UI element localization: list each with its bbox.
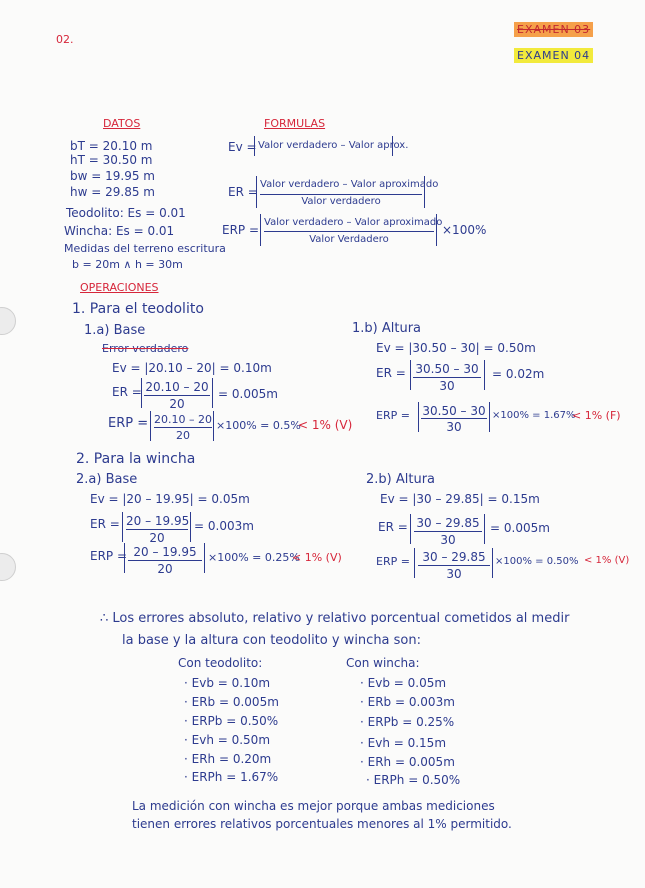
- formula-er-lhs: ER =: [228, 185, 258, 199]
- abs-bar-right: [190, 512, 191, 542]
- exam-tag-03: EXAMEN 03: [514, 22, 593, 37]
- section-1b-title: 1.b) Altura: [352, 321, 422, 336]
- s2b-er-lhs: ER =: [378, 520, 408, 534]
- abs-bar-left: [256, 176, 257, 208]
- fraction-bar: [128, 560, 202, 561]
- final-statement-1: La medición con wincha es mejor porque ambas mediciones: [132, 799, 495, 813]
- operaciones-title: OPERACIONES: [80, 281, 159, 294]
- wincha-item: · ERb = 0.003m: [360, 695, 455, 709]
- section-1-title: 1. Para el teodolito: [72, 301, 204, 317]
- s1a-erp-result: ×100% = 0.5%: [216, 419, 301, 432]
- s2a-er-den: 20: [149, 531, 165, 545]
- formula-ev-lhs: Ev =: [228, 140, 257, 154]
- fraction-bar: [264, 231, 434, 232]
- s2a-ev: Ev = |20 – 19.95| = 0.05m: [90, 492, 250, 506]
- s2b-erp-result: ×100% = 0.50%: [495, 556, 579, 567]
- teodolito-item: · ERh = 0.20m: [184, 752, 272, 766]
- s2b-erp-lhs: ERP =: [376, 555, 410, 568]
- s2b-erp-den: 30: [446, 567, 462, 581]
- s2a-er-lhs: ER =: [90, 517, 120, 531]
- datos-line-4: hw = 29.85 m: [70, 185, 155, 199]
- s1b-er-den: 30: [439, 379, 455, 393]
- abs-bar-left: [260, 214, 261, 246]
- s2a-er-num: 20 – 19.95: [126, 514, 190, 528]
- abs-bar-right: [213, 411, 214, 441]
- formula-erp-den: Valor Verdadero: [309, 234, 389, 245]
- fraction-bar: [413, 377, 481, 378]
- punch-hole-top: [0, 307, 16, 335]
- wincha-item: · Evh = 0.15m: [360, 736, 447, 750]
- formula-ev-rhs: Valor verdadero – Valor aprox.: [258, 140, 409, 151]
- s1b-ev: Ev = |30.50 – 30| = 0.50m: [376, 341, 536, 355]
- datos-line-6: Wincha: Es = 0.01: [64, 224, 175, 238]
- datos-line-3: bw = 19.95 m: [70, 169, 155, 183]
- exam-tag-04: EXAMEN 04: [514, 48, 593, 63]
- final-statement-2: tienen errores relativos porcentuales menores al 1% permitido.: [132, 817, 512, 831]
- s1a-erp-check: < 1% (V): [298, 418, 353, 432]
- abs-bar-right: [489, 402, 490, 432]
- teodolito-item: · ERPb = 0.50%: [184, 714, 279, 728]
- s1b-er-num: 30.50 – 30: [415, 362, 479, 376]
- s2b-erp-num: 30 – 29.85: [422, 550, 486, 564]
- formula-erp-lhs: ERP =: [222, 223, 260, 237]
- datos-title: DATOS: [103, 117, 141, 130]
- abs-bar-right: [436, 214, 437, 246]
- fraction-bar: [126, 529, 188, 530]
- s2b-ev: Ev = |30 – 29.85| = 0.15m: [380, 492, 540, 506]
- fraction-bar: [421, 418, 487, 419]
- s2b-er-num: 30 – 29.85: [416, 516, 480, 530]
- s1a-er-num: 20.10 – 20: [145, 380, 209, 394]
- teodolito-item: · ERPh = 1.67%: [184, 770, 279, 784]
- fraction-bar: [414, 531, 482, 532]
- s1a-erp-den: 20: [176, 429, 190, 442]
- section-2a-title: 2.a) Base: [76, 472, 138, 487]
- abs-bar-right: [204, 543, 205, 573]
- s1b-er-result: = 0.02m: [492, 367, 545, 381]
- conclusion-line-1: ∴ Los errores absoluto, relativo y relativo porcentual cometidos al medir: [100, 611, 570, 626]
- conclusion-line-2: la base y la altura con teodolito y wincha son:: [122, 633, 421, 648]
- teodolito-item: · Evb = 0.10m: [184, 676, 271, 690]
- abs-bar-left: [141, 378, 142, 408]
- s1a-er-den: 20: [169, 397, 185, 411]
- s1a-er-lhs: ER =: [112, 385, 142, 399]
- teodolito-item: · ERb = 0.005m: [184, 695, 279, 709]
- s1b-erp-check: < 1% (F): [572, 409, 621, 422]
- s1b-erp-den: 30: [446, 420, 462, 434]
- abs-bar-left: [150, 411, 151, 441]
- datos-line-5: Teodolito: Es = 0.01: [66, 206, 186, 220]
- s2b-er-result: = 0.005m: [490, 521, 550, 535]
- abs-bar-right: [424, 176, 425, 208]
- s2b-erp-check: < 1% (V): [584, 555, 630, 566]
- formula-erp-num: Valor verdadero – Valor aproximado: [264, 217, 443, 228]
- s2a-erp-num: 20 – 19.95: [133, 545, 197, 559]
- s2a-er-result: = 0.003m: [194, 519, 254, 533]
- abs-bar-left: [254, 136, 255, 156]
- teodolito-summary-title: Con teodolito:: [178, 656, 263, 670]
- datos-line-1: bT = 20.10 m: [70, 139, 153, 153]
- abs-bar-left: [122, 512, 123, 542]
- abs-bar-left: [410, 360, 411, 390]
- abs-bar-right: [392, 136, 393, 156]
- abs-bar-right: [492, 548, 493, 578]
- wincha-summary-title: Con wincha:: [346, 656, 420, 670]
- s2b-er-den: 30: [440, 533, 456, 547]
- abs-bar-left: [410, 514, 411, 544]
- section-2-title: 2. Para la wincha: [76, 451, 196, 467]
- fraction-bar: [154, 427, 212, 428]
- error-verdadero-label: Error verdadero: [102, 342, 189, 355]
- section-2b-title: 2.b) Altura: [366, 472, 436, 487]
- s1b-erp-lhs: ERP =: [376, 409, 410, 422]
- s1a-er-result: = 0.005m: [218, 387, 278, 401]
- s1a-erp-num: 20.10 – 20: [154, 413, 212, 426]
- datos-line-8: b = 20m ∧ h = 30m: [72, 258, 183, 271]
- fraction-bar: [260, 194, 422, 195]
- wincha-item: · ERPb = 0.25%: [360, 715, 455, 729]
- wincha-item: · Evb = 0.05m: [360, 676, 447, 690]
- formula-erp-tail: ×100%: [442, 223, 487, 237]
- punch-hole-bottom: [0, 553, 16, 581]
- abs-bar-left: [414, 548, 415, 578]
- s2a-erp-lhs: ERP =: [90, 549, 128, 563]
- formula-er-den: Valor verdadero: [301, 196, 381, 207]
- datos-line-2: hT = 30.50 m: [70, 153, 153, 167]
- wincha-item: · ERPh = 0.50%: [366, 773, 461, 787]
- formula-er-num: Valor verdadero – Valor aproximado: [260, 179, 439, 190]
- s1b-er-lhs: ER =: [376, 366, 406, 380]
- abs-bar-right: [212, 378, 213, 408]
- fraction-bar: [418, 565, 490, 566]
- s1a-ev: Ev = |20.10 – 20| = 0.10m: [112, 361, 272, 375]
- page-number: 02.: [56, 33, 74, 46]
- s2a-erp-check: < 1% (V): [292, 551, 342, 564]
- formulas-title: FORMULAS: [264, 117, 326, 130]
- abs-bar-left: [418, 402, 419, 432]
- wincha-item: · ERh = 0.005m: [360, 755, 455, 769]
- teodolito-item: · Evh = 0.50m: [184, 733, 271, 747]
- abs-bar-right: [484, 514, 485, 544]
- datos-line-7: Medidas del terreno escritura: [64, 242, 226, 255]
- s1b-erp-num: 30.50 – 30: [422, 404, 486, 418]
- section-1a-title: 1.a) Base: [84, 323, 146, 338]
- abs-bar-left: [124, 543, 125, 573]
- s2a-erp-den: 20: [157, 562, 173, 576]
- s1b-erp-result: ×100% = 1.67%: [492, 410, 576, 421]
- s2a-erp-result: ×100% = 0.25%: [208, 551, 300, 564]
- fraction-bar: [144, 395, 210, 396]
- abs-bar-right: [484, 360, 485, 390]
- s1a-erp-lhs: ERP =: [108, 416, 149, 431]
